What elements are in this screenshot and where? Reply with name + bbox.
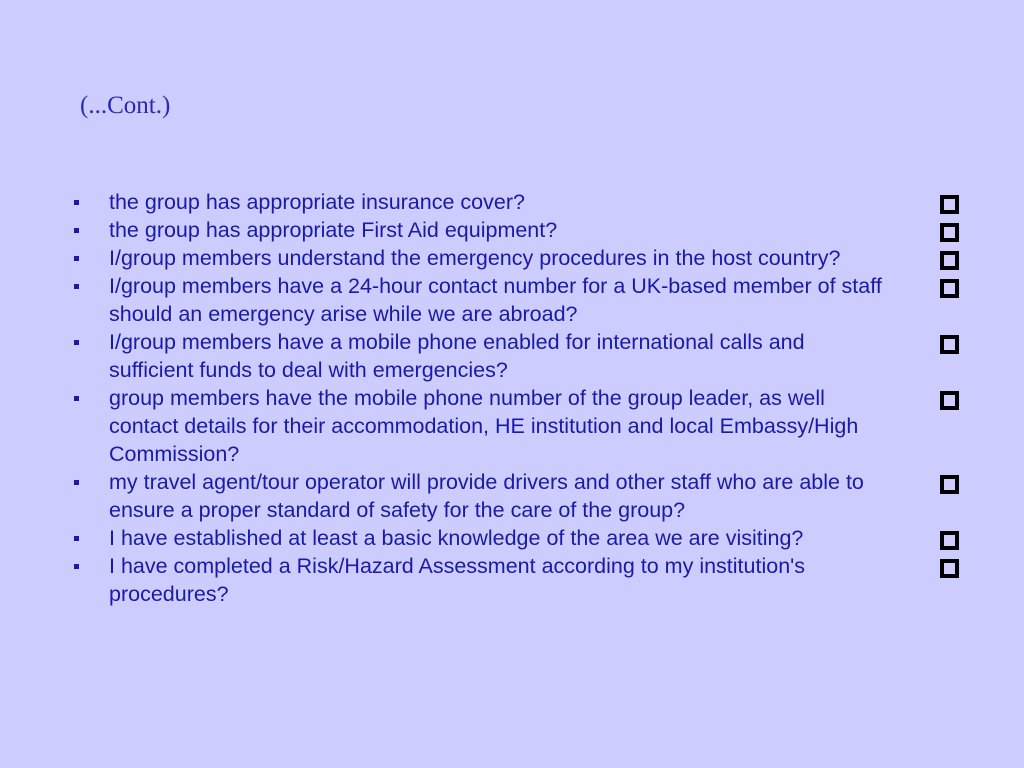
checklist-item-text: I have established at least a basic knowledge of the area we are visiting?: [109, 526, 804, 550]
bullet-icon: [74, 536, 79, 541]
bullet-icon: [74, 256, 79, 261]
checkbox-icon[interactable]: [940, 475, 959, 494]
checklist-item: [70, 552, 970, 608]
checklist-item-text: the group has appropriate First Aid equipment?: [109, 218, 558, 242]
checklist: [70, 188, 970, 608]
bullet-icon: [74, 340, 79, 345]
checklist-item-text: the group has appropriate insurance cover?: [109, 190, 525, 214]
checkbox-icon[interactable]: [940, 251, 959, 270]
checklist-item: [70, 384, 970, 468]
checklist-item-text: I/group members have a mobile phone enabled for international calls and sufficient funds to deal with emergencies?: [109, 330, 805, 382]
slide-title: (...Cont.): [80, 92, 171, 119]
bullet-icon: [74, 228, 79, 233]
checkbox-icon[interactable]: [940, 279, 959, 298]
bullet-icon: [74, 200, 79, 205]
checklist-item: [70, 244, 970, 272]
checklist-item-text: group members have the mobile phone number of the group leader, as well contact details for their accommodation, HE institution and local Embassy/High Commission?: [109, 386, 859, 466]
bullet-icon: [74, 480, 79, 485]
checkbox-icon[interactable]: [940, 335, 959, 354]
checklist-item-text: I/group members have a 24-hour contact number for a UK-based member of staff should an emergency arise while we are abroad?: [109, 274, 882, 326]
checklist-item-text: I have completed a Risk/Hazard Assessment according to my institution's procedures?: [109, 554, 805, 606]
checklist-item: [70, 272, 970, 328]
bullet-icon: [74, 396, 79, 401]
bullet-icon: [74, 564, 79, 569]
checkbox-icon[interactable]: [940, 195, 959, 214]
checkbox-icon[interactable]: [940, 559, 959, 578]
checklist-item: [70, 216, 970, 244]
checklist-item-text: my travel agent/tour operator will provide drivers and other staff who are able to ensure a proper standard of safety for the care of the group?: [109, 470, 864, 522]
bullet-icon: [74, 284, 79, 289]
checklist-item: [70, 328, 970, 384]
checklist-item: [70, 468, 970, 524]
checklist-item-text: I/group members understand the emergency procedures in the host country?: [109, 246, 841, 270]
checklist-item: [70, 188, 970, 216]
checkbox-icon[interactable]: [940, 223, 959, 242]
checkbox-icon[interactable]: [940, 531, 959, 550]
checklist-item: [70, 524, 970, 552]
checkbox-icon[interactable]: [940, 391, 959, 410]
